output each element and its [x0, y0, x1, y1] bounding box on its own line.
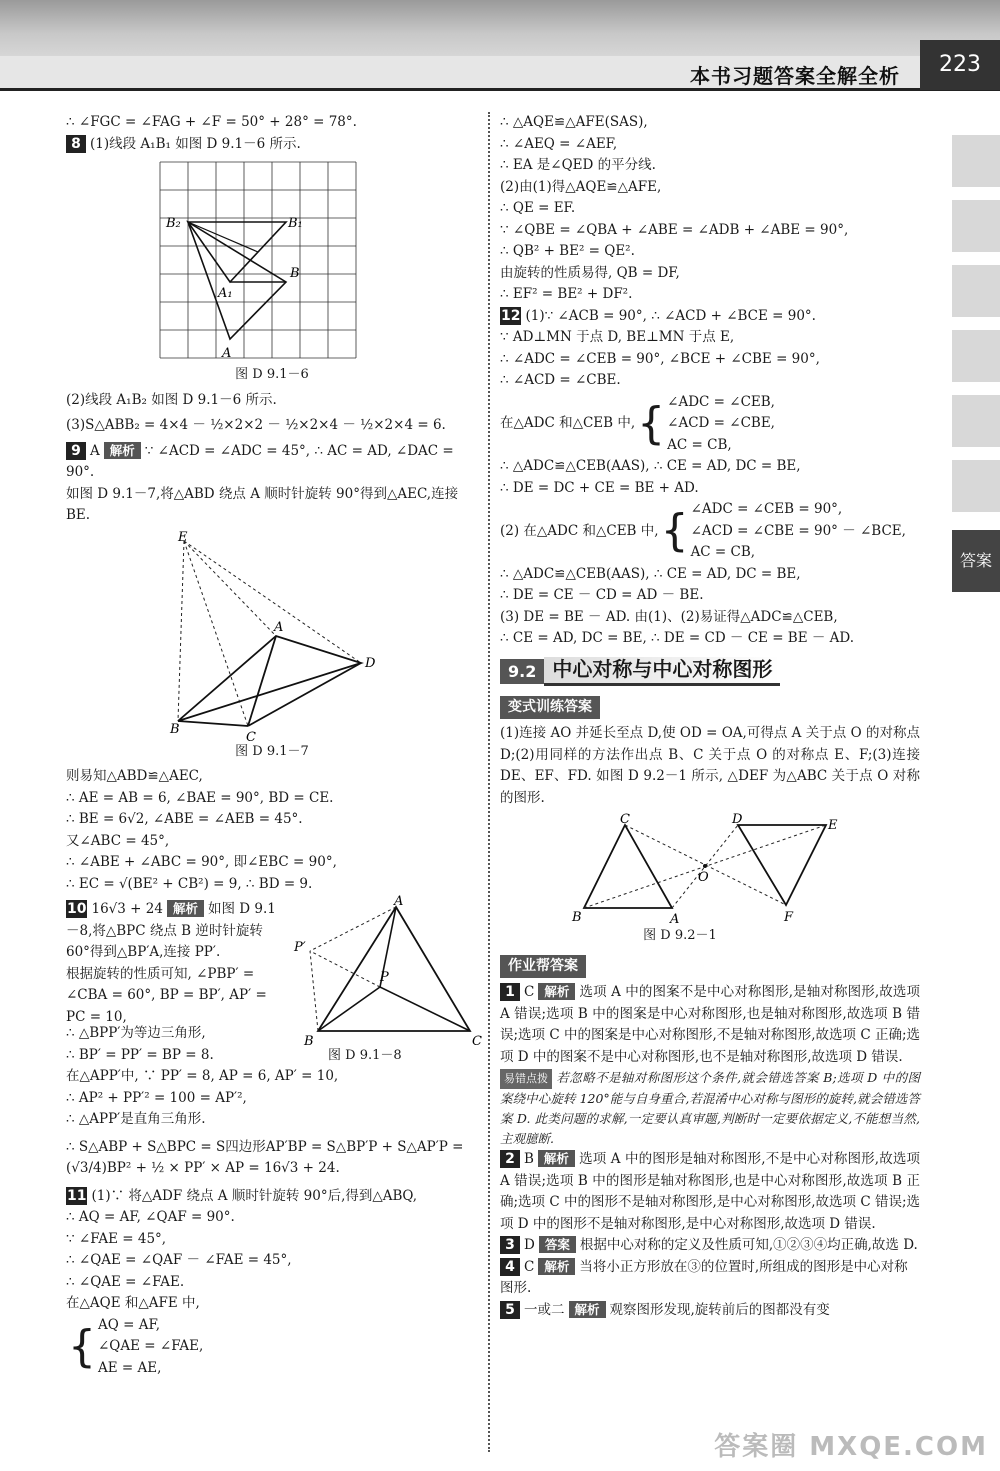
paragraph: (1)连接 AO 并延长至点 D,使 OD = OA,可得点 A 关于点 O 的对称点 D;(2)用同样的方法作出点 B、C 关于点 O 的对称点 E、F;(3)连接 DE、EF、FD. 如图 D 9.2－1 所示, △DEF 为△ABC 关于点 O 对称的图形.: [500, 725, 920, 806]
text-line: (1)∵ 将△ADF 绕点 A 顺时针旋转 90°后,得到△ABQ,: [91, 1187, 418, 1204]
answer-choice: C: [524, 984, 535, 1000]
text-line: 则易知△ABD≌△AEC,: [66, 768, 203, 784]
column-divider: [488, 112, 490, 1452]
brace-glyph: {: [68, 1320, 96, 1372]
text-line: ∴ ∠AEQ = ∠AEF,: [500, 135, 618, 152]
paragraph: 观察图形发现,旋转前后的图都没有变: [609, 1301, 830, 1318]
question-12: [500, 306, 920, 328]
question-9: [66, 441, 478, 484]
text-line: ∴ △APP′是直角三角形.: [66, 1111, 206, 1127]
figure-d9-2-1: [500, 813, 920, 947]
rotation-figure: [66, 529, 478, 745]
page-number: 223: [920, 40, 1000, 90]
answer-choice: A: [90, 442, 100, 459]
text-line: ∴ ∠ABE + ∠ABC = 90°, 即∠EBC = 90°,: [66, 854, 337, 870]
label-a1: A₁: [218, 286, 233, 301]
answer-value: 一或二: [524, 1301, 565, 1318]
question-number: 2: [500, 1150, 520, 1168]
text-line: 如图 D 9.1－7,将△ABD 绕点 A 顺时针旋转 90°得到△AEC,连接 BE.: [66, 485, 459, 523]
question-number: 1: [500, 983, 520, 1001]
text-line: ∴ DE = DC + CE = BE + AD.: [500, 479, 699, 496]
text-line: 由旋转的性质易得, QB = DF,: [500, 264, 680, 281]
text-line: ∴ ∠ADC = ∠CEB = 90°, ∠BCE + ∠CBE = 90°,: [500, 350, 820, 367]
figure-caption: 图 D 9.1－6: [235, 367, 309, 382]
text-line: ∴ △BPP′为等边三角形,: [66, 1025, 206, 1041]
question-number: 10: [67, 901, 87, 917]
text-line: ∴ ∠ACD = ∠CBE.: [500, 372, 621, 388]
central-symmetry-figure: [500, 813, 920, 925]
question-number: 3: [500, 1236, 520, 1254]
text-line: ∴ ∠QAE = ∠FAE.: [66, 1273, 185, 1290]
text-line: ∴ EF² = BE² + DF².: [500, 286, 633, 302]
label-b: B: [170, 721, 180, 737]
answer-choice: C: [524, 1258, 535, 1275]
error-tip: [500, 1068, 920, 1149]
question-number: 5: [500, 1301, 520, 1319]
left-column: [66, 112, 482, 1379]
text-line: ∠ADC = ∠CEB = 90°,: [690, 501, 843, 517]
label-a: A: [394, 894, 404, 909]
analysis-tag: 解析: [104, 442, 141, 459]
text-line: ∴ BP′ = PP′ = BP = 8.: [66, 1046, 214, 1063]
side-tab-4: [952, 330, 1000, 382]
text-line: ∴ EC = √(BE² + CB²) = 9, ∴ BD = 9.: [66, 875, 313, 892]
text-line: ∴ ∠QAE = ∠QAF － ∠FAE = 45°,: [66, 1252, 292, 1268]
question-number: 4: [500, 1258, 520, 1276]
label-e: E: [828, 818, 838, 833]
answer-value: 16√3 + 24: [91, 901, 163, 917]
homework-5: [500, 1300, 920, 1322]
question-number: 9: [66, 442, 86, 460]
text-line: AC = CB,: [667, 436, 732, 453]
text-line: ∴ EA 是∠QED 的平分线.: [500, 157, 656, 173]
paragraph: 根据中心对称的定义及性质可知,①②③④均正确,故选 D.: [579, 1237, 918, 1253]
text-line: ∵ AD⊥MN 于点 D, BE⊥MN 于点 E,: [500, 329, 735, 345]
figure-caption: 图 D 9.2－1: [643, 928, 717, 943]
question-number: 8: [66, 135, 86, 153]
text-line: 如图 D 9.1－8,将△BPC 绕点 B 逆时针旋转 60°得到△BP′A,连接 PP′.: [66, 901, 276, 960]
text-line: ∠ACD = ∠CBE,: [667, 415, 775, 431]
label-a: A: [222, 346, 232, 361]
header-title: 本书习题答案全解全析: [690, 64, 900, 88]
text-line: ∴ AE = AB = 6, ∠BAE = 90°, BD = CE.: [66, 789, 334, 806]
paragraph: 若忽略不是轴对称图形这个条件,就会错选答案 B;选项 D 中的图案绕中心旋转 120°能与自身重合,若混淆中心对称与图形的旋转,就会错选答案 D. 此类问题的求解,一定要认真审题,判断时一定要依据定义,不能想当然,主观臆断.: [500, 1070, 920, 1146]
side-tab-answers[interactable]: 答案: [952, 530, 1000, 592]
text-line: ∴ AP² + PP′² = 100 = AP′²,: [66, 1089, 247, 1106]
text-line: 在△AQE 和△AFE 中,: [66, 1295, 200, 1311]
analysis-tag: 解析: [167, 900, 204, 917]
text-line: ∵ ∠FAE = 45°,: [66, 1230, 167, 1247]
answer-tag: 答案: [539, 1236, 576, 1253]
label-b: B: [304, 1034, 314, 1049]
text-line: AQ = AF,: [98, 1316, 161, 1333]
text-line: ∴ △ADC≌△CEB(AAS), ∴ CE = AD, DC = BE,: [500, 458, 801, 474]
triangle-abb2: [188, 222, 286, 339]
label-c: C: [246, 729, 256, 745]
brace-system: [500, 499, 920, 564]
question-10-block: [66, 894, 482, 1067]
brace-system: [66, 1315, 478, 1380]
label-o: O: [698, 870, 709, 885]
text-line: (3)S△ABB₂ = 4×4 － ½×2×2 － ½×2×4 － ½×2×4 = 6.: [66, 417, 446, 433]
label-b2: B₂: [166, 216, 181, 231]
analysis-tag: 解析: [538, 1258, 575, 1275]
subheading-homework-answers: 作业帮答案: [500, 955, 586, 979]
homework-3: [500, 1235, 920, 1257]
text-line: (2)线段 A₁B₂ 如图 D 9.1－6 所示.: [66, 391, 277, 408]
brace-system: [500, 392, 920, 457]
analysis-tag: 解析: [538, 1150, 575, 1167]
side-tab-2: [952, 200, 1000, 252]
text-line: ∴ QB² + BE² = QE².: [500, 243, 635, 259]
section-title: 中心对称与中心对称图形: [544, 657, 780, 686]
label-a: A: [670, 912, 680, 927]
text-line: ∵ ∠ACD = ∠ADC = 45°, ∴ AC = AD, ∠DAC = 90°.: [66, 442, 454, 480]
question-8: [66, 134, 478, 156]
label-c: C: [620, 812, 630, 827]
figure-d9-1-7: [66, 531, 478, 763]
text-line: ∠QAE = ∠FAE,: [98, 1338, 204, 1354]
text-line: 又∠ABC = 45°,: [66, 832, 170, 849]
text-line: (1)∵ ∠ACB = 90°, ∴ ∠ACD + ∠BCE = 90°.: [525, 307, 816, 324]
paragraph: 当将小正方形放在③的位置时,所组成的图形是中心对称图形.: [500, 1258, 908, 1296]
watermark: 答案圈 MXQE.COM: [714, 1432, 988, 1462]
text-line: ∴ △ADC≌△CEB(AAS), ∴ CE = AD, DC = BE,: [500, 565, 801, 582]
question-number: 12: [501, 307, 521, 324]
text-line: (3) DE = BE － AD. 由(1)、(2)易证得△ADC≌△CEB,: [500, 608, 838, 625]
grid-figure: [158, 159, 458, 364]
text-line: 根据旋转的性质可知, ∠PBP′ = ∠CBA = 60°, BP = BP′, AP′ = PC = 10,: [66, 965, 267, 1025]
text-line: 在△APP′中, ∵ PP′ = 8, AP = 6, AP′ = 10,: [66, 1068, 339, 1084]
text-line: ∵ ∠QBE = ∠QBA + ∠ABE = ∠ADB + ∠ABE = 90°,: [500, 221, 849, 238]
top-photo-strip: [0, 0, 1000, 56]
label-e: E: [178, 529, 188, 545]
subheading-variant-training: 变式训练答案: [500, 696, 600, 720]
grid-lines: [160, 162, 356, 358]
label-d: D: [732, 812, 743, 827]
label-p: P: [380, 970, 389, 985]
label-d: D: [365, 655, 376, 671]
text-line: ∴ S△ABP + S△BPC = S四边形AP′BP = S△BP′P + S△AP′P = (√3/4)BP² + ½ × PP′ × AP = 16√3 + 24.: [66, 1138, 464, 1176]
label-a: A: [274, 619, 284, 635]
label-c: C: [472, 1034, 482, 1049]
label-b1: B₁: [288, 216, 303, 231]
side-tab-5: [952, 395, 1000, 447]
side-tab-1: [952, 135, 1000, 187]
label-b: B: [290, 266, 300, 281]
text-line: (2) 在△ADC 和△CEB 中,: [500, 522, 659, 539]
side-tab-6: [952, 460, 1000, 512]
text-line: 在△ADC 和△CEB 中,: [500, 415, 636, 431]
text-line: ∴ ∠FGC = ∠FAG + ∠F = 50° + 28° = 78°.: [66, 114, 357, 130]
question-11: [66, 1186, 478, 1208]
answer-choice: D: [524, 1237, 535, 1253]
side-tab-3: [952, 265, 1000, 317]
text-line: ∴ CE = AD, DC = BE, ∴ DE = CD － CE = BE － AD.: [500, 630, 855, 646]
text-line: ∴ △AQE≌△AFE(SAS),: [500, 114, 648, 130]
homework-1: [500, 982, 920, 1068]
text-line: AC = CB,: [690, 544, 756, 560]
text-line: AE = AE,: [98, 1359, 162, 1376]
text-line: ∠ACD = ∠CBE = 90° － ∠BCE,: [690, 522, 906, 539]
question-10: [66, 899, 286, 964]
label-f: F: [784, 910, 794, 925]
text-line: (2)由(1)得△AQE≌△AFE,: [500, 178, 662, 195]
label-b: B: [572, 910, 582, 925]
figure-caption: 图 D 9.1－7: [235, 743, 309, 759]
brace-glyph: {: [660, 505, 689, 557]
text-line: ∴ AQ = AF, ∠QAF = 90°.: [66, 1209, 235, 1225]
paragraph: 选项 A 中的图案不是中心对称图形,是轴对称图形,故选项 A 错误;选项 B 中的图案是中心对称图形,也是轴对称图形,故选项 B 错误;选项 C 中的图案是中心对称图形,不是轴对称图形,故选项 C 正确;选项 D 中的图案不是中心对称图形,也不是轴对称图形,故选项 D 错误.: [500, 984, 921, 1065]
analysis-tag: 解析: [538, 983, 575, 1000]
text-line: ∠ADC = ∠CEB,: [667, 393, 775, 410]
right-column: [500, 112, 920, 1321]
section-heading: [500, 656, 920, 688]
text-line: ∴ QE = EF.: [500, 200, 576, 216]
text-line: ∴ BE = 6√2, ∠ABE = ∠AEB = 45°.: [66, 811, 303, 827]
error-tip-tag: 易错点拨: [500, 1069, 552, 1089]
figure-caption: 图 D 9.1－8: [328, 1048, 402, 1063]
homework-2: [500, 1149, 920, 1235]
text-line: (1)线段 A₁B₁ 如图 D 9.1－6 所示.: [90, 135, 301, 152]
text-line: ∴ DE = CE － CD = AD － BE.: [500, 587, 704, 603]
analysis-tag: 解析: [569, 1301, 606, 1318]
paragraph: 选项 A 中的图形是轴对称图形,不是中心对称图形,故选项 A 错误;选项 B 中的图形是轴对称图形,也是中心对称图形,故选项 B 正确;选项 C 中的图形不是轴对称图形,是中心对称图形,故选项 C 错误;选项 D 中的图形不是轴对称图形,是中心对称图形,故选项 D 错误.: [500, 1151, 921, 1232]
brace-glyph: {: [637, 397, 666, 449]
question-number: 11: [67, 1187, 87, 1204]
label-p-prime: P′: [294, 940, 306, 955]
homework-4: [500, 1257, 920, 1300]
equilateral-figure: [288, 894, 482, 1049]
answer-choice: B: [524, 1151, 534, 1167]
section-number: 9.2: [500, 659, 544, 685]
figure-d9-1-6: [66, 159, 478, 386]
